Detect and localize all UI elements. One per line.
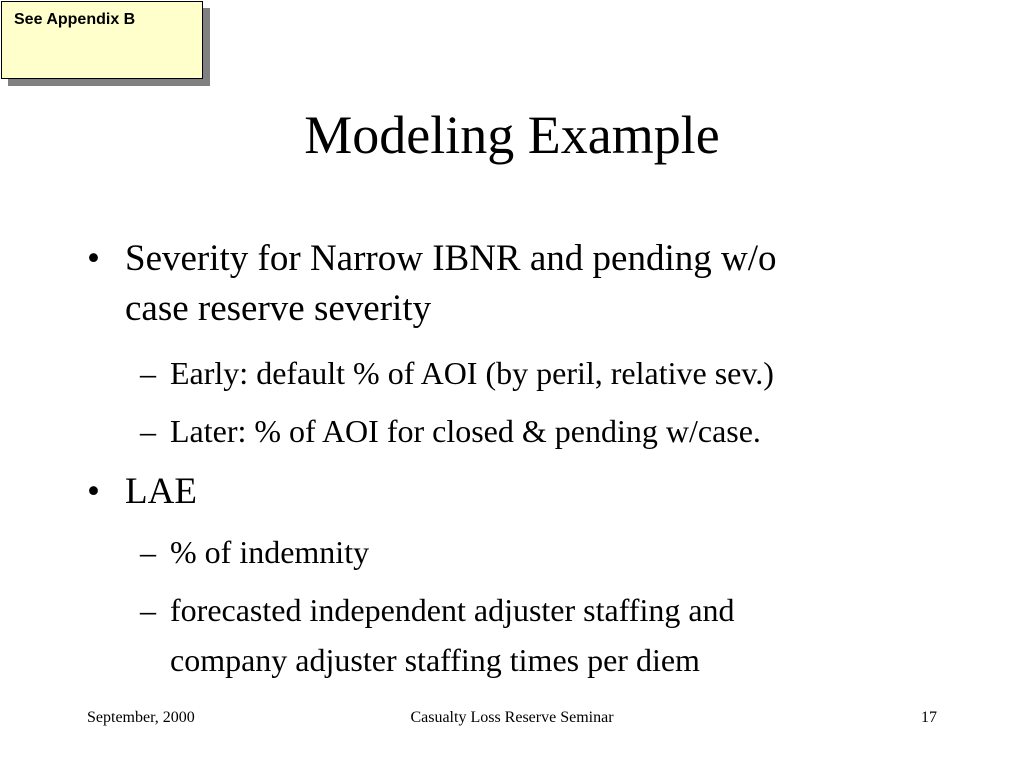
bullet-line: case reserve severity	[125, 288, 432, 329]
bullet-item	[87, 467, 985, 517]
bullet-marker: •	[87, 471, 100, 512]
sub-bullet-item	[140, 585, 990, 685]
sub-bullet-marker: –	[140, 592, 156, 628]
bullet-line: Severity for Narrow IBNR and pending w/o	[125, 238, 777, 279]
sub-bullet-marker: –	[140, 413, 156, 449]
sub-bullet-item	[140, 406, 990, 456]
appendix-callout	[1, 1, 203, 79]
sub-bullet-line: company adjuster staffing times per diem	[170, 642, 700, 678]
sub-bullet-line: % of indemnity	[170, 534, 370, 570]
bullet-line: LAE	[125, 471, 197, 512]
sub-bullet-line: forecasted independent adjuster staffing and	[170, 592, 735, 628]
bullet-marker: •	[87, 238, 100, 279]
sub-bullet-marker: –	[140, 534, 156, 570]
sub-bullet-item	[140, 348, 990, 398]
callout-text: See Appendix B	[14, 11, 136, 28]
bullet-item	[87, 234, 985, 334]
footer-date: September, 2000	[87, 709, 195, 726]
footer-page-number: 17	[921, 709, 937, 726]
footer-event: Casualty Loss Reserve Seminar	[410, 709, 614, 726]
sub-bullet-line: Later: % of AOI for closed & pending w/case.	[170, 413, 761, 449]
sub-bullet-line: Early: default % of AOI (by peril, relative sev.)	[170, 355, 774, 391]
slide-title: Modeling Example	[304, 105, 720, 165]
sub-bullet-marker: –	[140, 355, 156, 391]
sub-bullet-item	[140, 527, 990, 577]
